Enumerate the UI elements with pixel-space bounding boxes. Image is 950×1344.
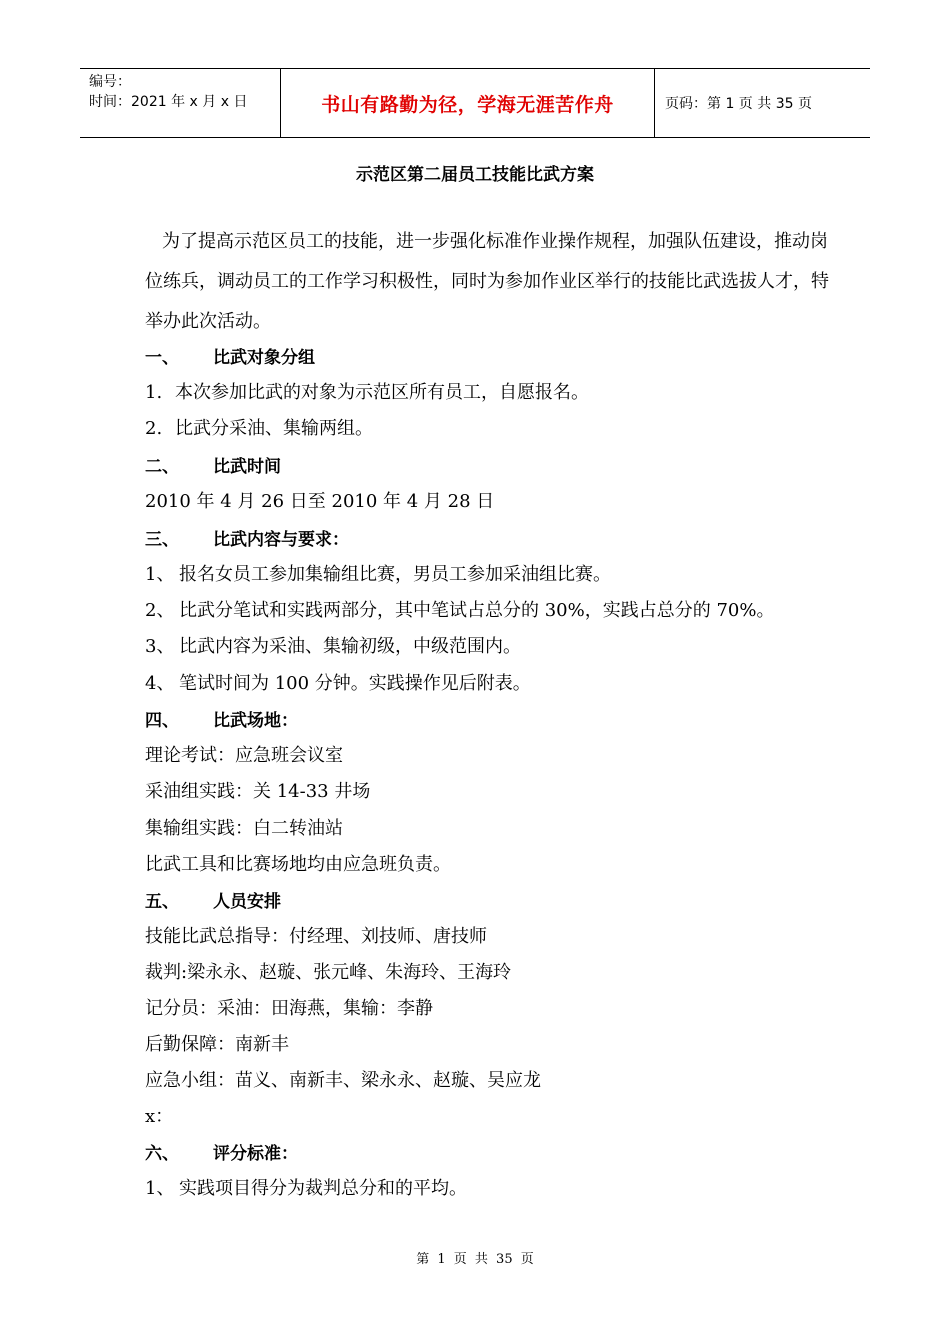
venue-line: 采油组实践：关 14-33 井场 bbox=[145, 781, 371, 802]
item-text: 实践项目得分为裁判总分和的平均。 bbox=[179, 1178, 467, 1199]
item-number: 1. bbox=[145, 382, 163, 403]
page-info: 页码：第 1 页 共 35 页 bbox=[665, 96, 812, 112]
section-title: 比武时间 bbox=[213, 457, 281, 477]
item-number: 1、 bbox=[145, 1178, 175, 1199]
section-number: 三、 bbox=[145, 530, 179, 550]
section-number: 二、 bbox=[145, 457, 179, 477]
document-title: 示范区第二届员工技能比武方案 bbox=[356, 165, 594, 185]
section-title: 比武对象分组 bbox=[213, 348, 315, 368]
staff-line: 应急小组：苗义、南新丰、梁永永、赵璇、吴应龙 bbox=[145, 1070, 541, 1091]
section-title: 比武场地： bbox=[213, 711, 298, 731]
item-text: 比武分采油、集输两组。 bbox=[175, 418, 373, 439]
list-item bbox=[145, 378, 589, 404]
staff-line: x： bbox=[145, 1106, 174, 1127]
section-number: 一、 bbox=[145, 348, 179, 368]
section-number: 六、 bbox=[145, 1144, 179, 1164]
item-number: 3、 bbox=[145, 636, 175, 657]
section-number: 五、 bbox=[145, 892, 179, 912]
venue-line: 比武工具和比赛场地均由应急班负责。 bbox=[145, 854, 451, 875]
number-label: 编号： bbox=[89, 74, 131, 90]
motto-text: 书山有路勤为径，学海无涯苦作舟 bbox=[321, 93, 614, 116]
list-item bbox=[145, 1174, 467, 1200]
header-table bbox=[80, 68, 870, 138]
page-footer: 第 1 页 共 35 页 bbox=[416, 1252, 534, 1267]
section-heading-6 bbox=[145, 1139, 298, 1164]
section-title: 比武内容与要求： bbox=[213, 530, 349, 550]
section-heading-5 bbox=[145, 887, 281, 912]
item-text: 本次参加比武的对象为示范区所有员工，自愿报名。 bbox=[175, 382, 589, 403]
section-title: 评分标准： bbox=[213, 1144, 298, 1164]
time-label: 时间：2021 年 x 月 x 日 bbox=[89, 94, 248, 110]
section-title: 人员安排 bbox=[213, 892, 281, 912]
section-number: 四、 bbox=[145, 711, 179, 731]
venue-line: 理论考试：应急班会议室 bbox=[145, 745, 343, 766]
list-item bbox=[145, 596, 774, 622]
item-text: 报名女员工参加集输组比赛，男员工参加采油组比赛。 bbox=[179, 564, 611, 585]
item-number: 2. bbox=[145, 418, 163, 439]
section-heading-3 bbox=[145, 525, 349, 550]
intro-paragraph: 为了提高示范区员工的技能，进一步强化标准作业操作规程，加强队伍建设，推动岗位练兵，调动员工的工作学习积极性，同时为参加作业区举行的技能比武选拔人才，特举办此次活动。 bbox=[145, 231, 829, 332]
header-meta-cell bbox=[80, 69, 281, 137]
staff-line: 记分员：采油：田海燕，集输：李静 bbox=[145, 998, 433, 1019]
staff-line: 后勤保障：南新丰 bbox=[145, 1034, 289, 1055]
list-item bbox=[145, 560, 611, 586]
venue-line: 集输组实践：白二转油站 bbox=[145, 818, 343, 839]
section-heading-4 bbox=[145, 706, 298, 731]
section-heading-2 bbox=[145, 452, 281, 477]
staff-line: 技能比武总指导：付经理、刘技师、唐技师 bbox=[145, 926, 487, 947]
header-page-cell bbox=[655, 69, 870, 137]
item-number: 2、 bbox=[145, 600, 175, 621]
header-motto-cell bbox=[281, 69, 655, 137]
item-text: 比武分笔试和实践两部分，其中笔试占总分的 30%，实践占总分的 70%。 bbox=[179, 600, 775, 621]
date-range-text: 2010 年 4 月 26 日至 2010 年 4 月 28 日 bbox=[145, 491, 495, 512]
item-number: 4、 bbox=[145, 673, 175, 694]
list-item bbox=[145, 669, 531, 695]
item-text: 比武内容为采油、集输初级，中级范围内。 bbox=[179, 636, 521, 657]
item-number: 1、 bbox=[145, 564, 175, 585]
item-text: 笔试时间为 100 分钟。实践操作见后附表。 bbox=[179, 673, 531, 694]
staff-line: 裁判:梁永永、赵璇、张元峰、朱海玲、王海玲 bbox=[145, 962, 512, 983]
section-heading-1 bbox=[145, 343, 315, 368]
list-item bbox=[145, 414, 373, 440]
list-item bbox=[145, 632, 521, 658]
